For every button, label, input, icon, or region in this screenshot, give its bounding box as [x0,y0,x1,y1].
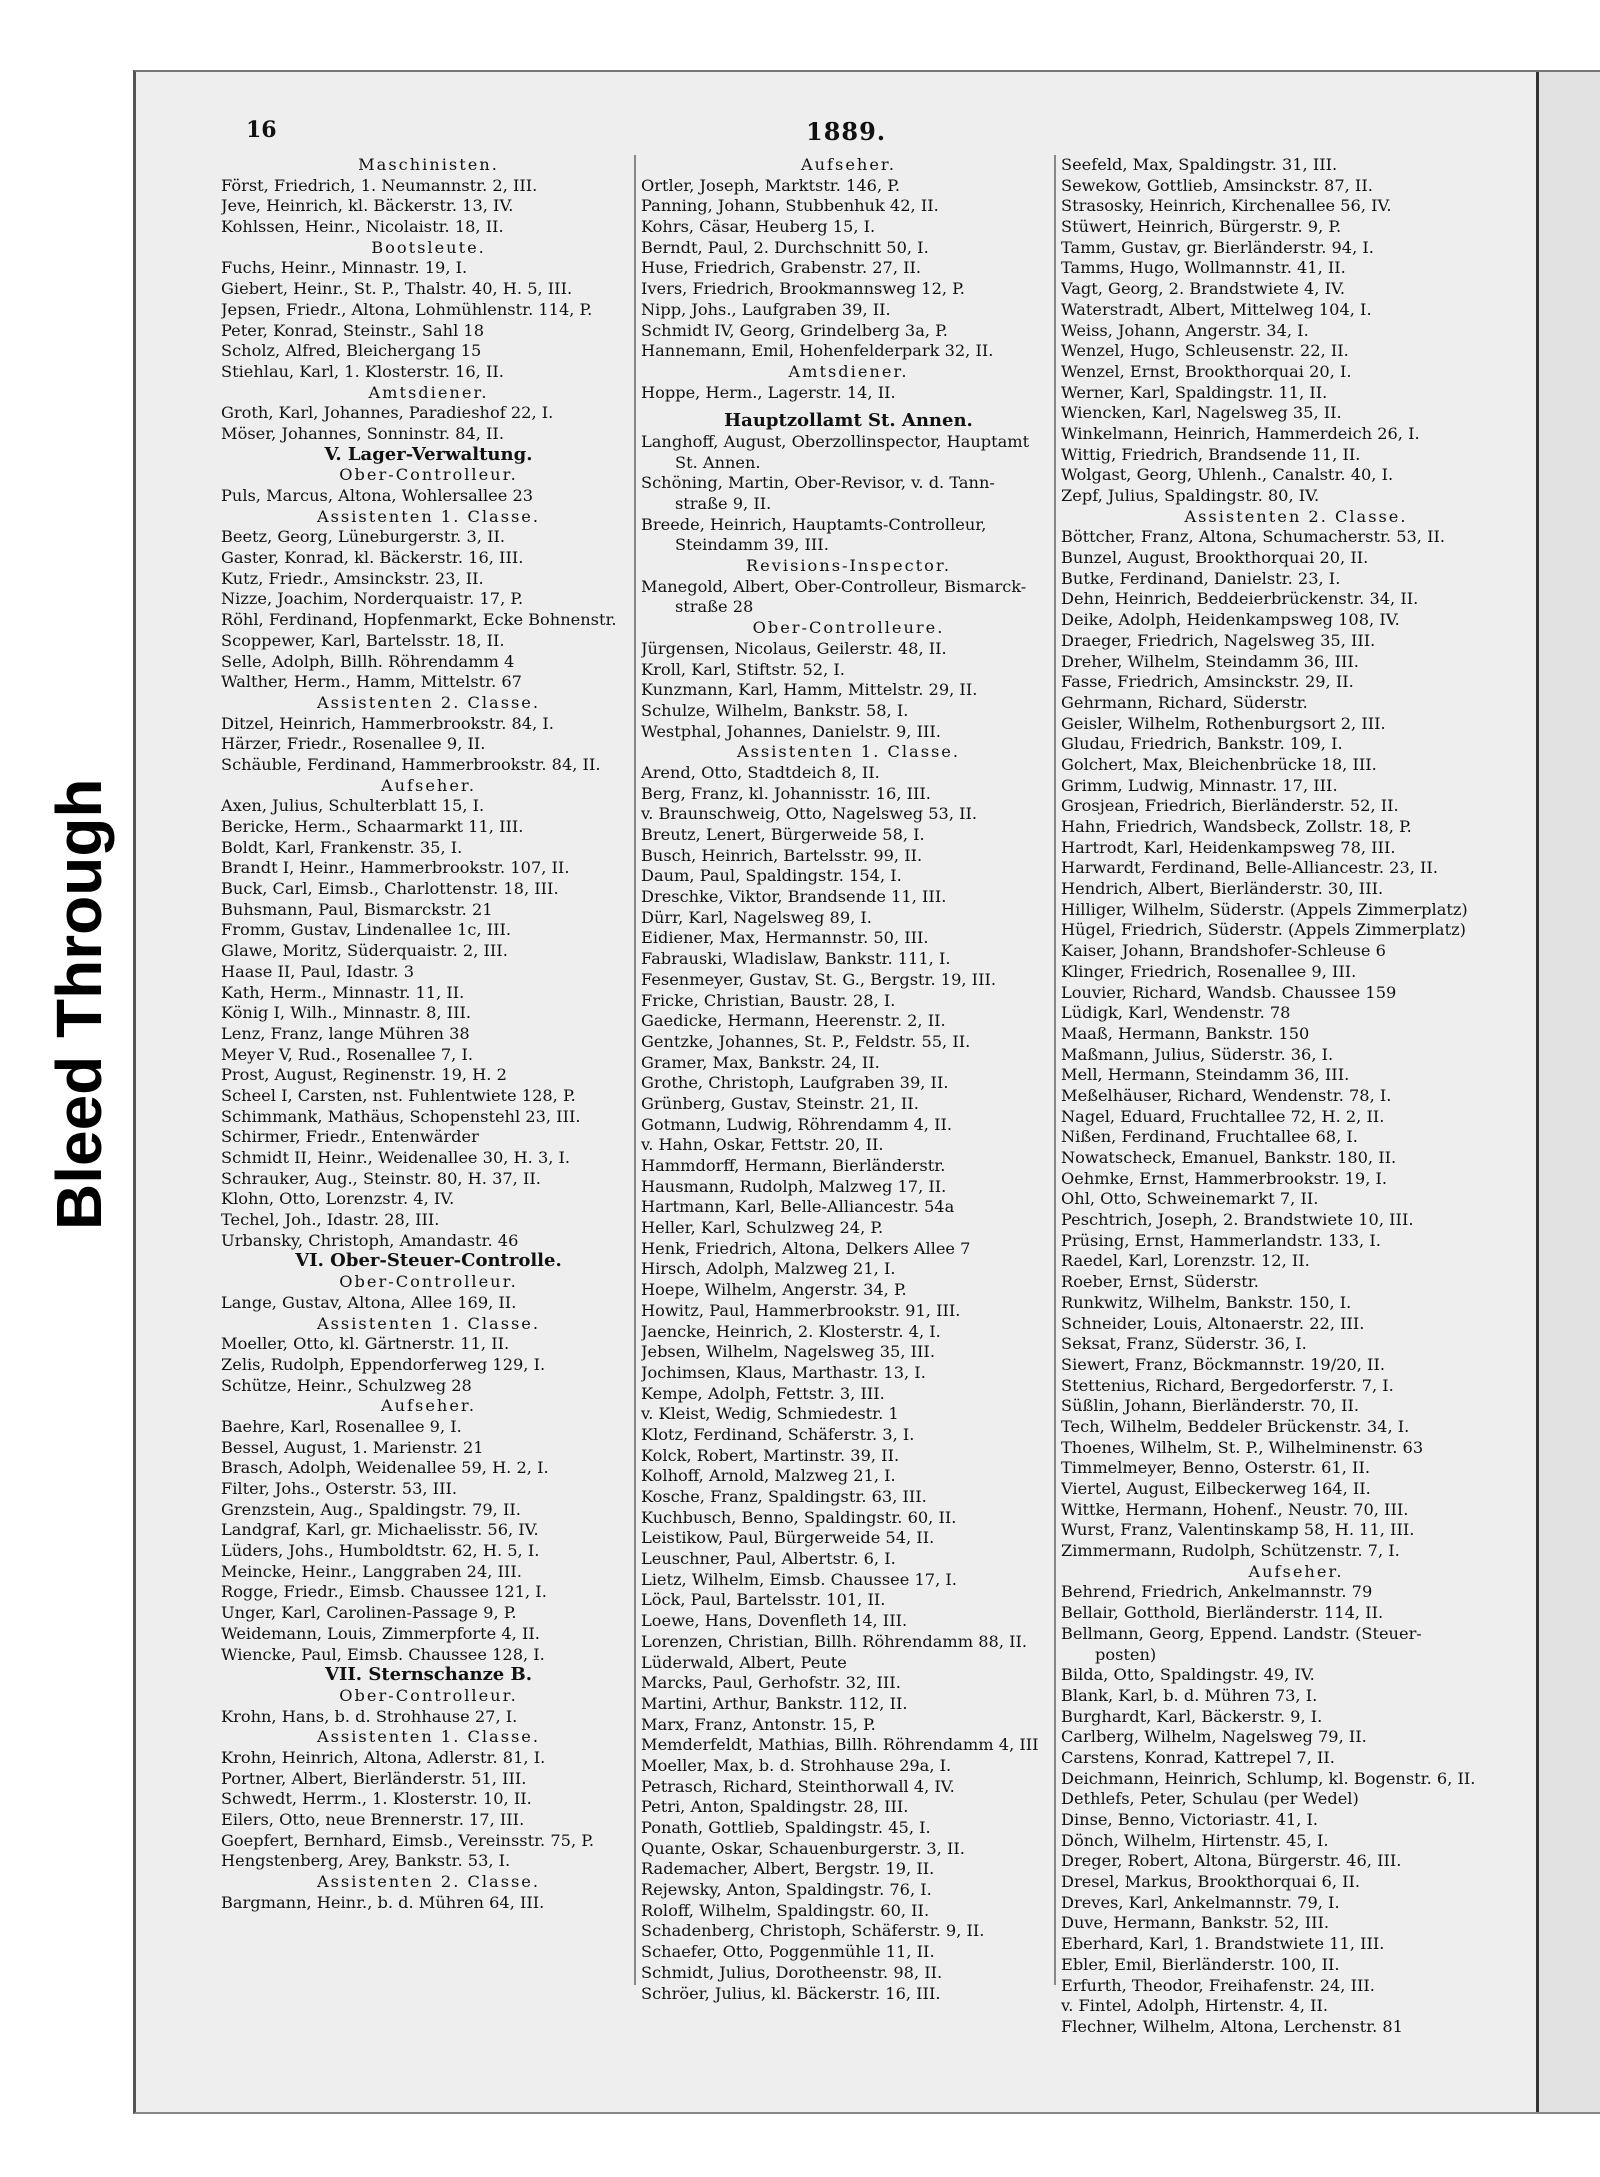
text-column-1 [221,155,636,1913]
directory-entry: Böttcher, Franz, Altona, Schumacherstr. 53, II. [1061,527,1446,547]
section-subheading: Amtsdiener. [788,361,909,381]
directory-entry: Harwardt, Ferdinand, Belle-Alliancestr. 23, II. [1061,858,1438,878]
section-subheading: Aufseher. [380,775,477,795]
directory-entry: Meyer V, Rud., Rosenallee 7, I. [221,1044,474,1064]
directory-entry: Breutz, Lenert, Bürgerweide 58, I. [641,825,925,844]
directory-entry: Klinger, Friedrich, Rosenallee 9, III. [1061,961,1357,981]
directory-entry: Strasosky, Heinrich, Kirchenallee 56, IV. [1061,196,1392,216]
directory-entry: Eberhard, Karl, 1. Brandstwiete 11, III. [1061,1934,1385,1954]
directory-entry: Tech, Wilhelm, Beddeler Brückenstr. 34, I. [1061,1416,1410,1436]
directory-entry: Roeber, Ernst, Süderstr. [1061,1272,1259,1292]
directory-entry: Draeger, Friedrich, Nagelsweg 35, III. [1061,630,1376,650]
directory-entry: Lietz, Wilhelm, Eimsb. Chaussee 17, I. [641,1569,957,1589]
directory-entry: Flechner, Wilhelm, Altona, Lerchenstr. 81 [1061,2016,1403,2036]
directory-entry: Martini, Arthur, Bankstr. 112, II. [641,1693,908,1713]
directory-entry: Schmidt II, Heinr., Weidenallee 30, H. 3, I. [221,1148,571,1167]
directory-entry: Vagt, Georg, 2. Brandstwiete 4, IV. [1061,279,1345,299]
directory-entry: Stettenius, Richard, Bergedorferstr. 7, I. [1061,1375,1394,1395]
directory-entry: Schaefer, Otto, Poggenmühle 11, II. [641,1942,935,1962]
directory-entry: Schütze, Heinr., Schulzweg 28 [221,1375,472,1395]
directory-entry: Hirsch, Adolph, Malzweg 21, I. [641,1259,896,1279]
directory-entry: Wolgast, Georg, Uhlenh., Canalstr. 40, I. [1061,465,1394,485]
directory-entry: Hendrich, Albert, Bierländerstr. 30, III. [1061,879,1384,899]
page-gutter [1536,72,1600,2112]
directory-entry: Seksat, Franz, Süderstr. 36, I. [1061,1334,1307,1354]
directory-entry: Dreves, Karl, Ankelmannstr. 79, I. [1061,1892,1340,1912]
section-subheading: Maschinisten. [358,155,499,174]
directory-entry: Jürgensen, Nicolaus, Geilerstr. 48, II. [641,638,947,658]
directory-entry: Rogge, Friedr., Eimsb. Chaussee 121, I. [221,1582,547,1602]
directory-entry: Carstens, Konrad, Kattrepel 7, II. [1061,1747,1335,1767]
directory-entry: Schimmank, Mathäus, Schopenstehl 23, III. [221,1106,581,1126]
directory-entry: Raedel, Karl, Lorenzstr. 12, II. [1061,1251,1310,1271]
directory-entry: Blank, Karl, b. d. Mühren 73, I. [1061,1685,1318,1705]
directory-entry: St. Annen. [675,452,761,472]
directory-entry: Tamm, Gustav, gr. Bierländerstr. 94, I. [1061,237,1374,257]
directory-entry: Schröer, Julius, kl. Bäckerstr. 16, III. [641,1983,941,2003]
directory-entry: Scheel I, Carsten, nst. Fuhlentwiete 128, P. [221,1085,576,1105]
directory-entry: Grenzstein, Aug., Spaldingstr. 79, II. [221,1499,521,1519]
section-subheading: Ober-Controlleur. [339,1685,518,1705]
directory-entry: Fricke, Christian, Baustr. 28, I. [641,990,896,1010]
directory-entry: Walther, Herm., Hamm, Mittelstr. 67 [221,672,522,692]
directory-entry: Breede, Heinrich, Hauptamts-Controlleur, [641,514,987,534]
directory-entry: Fabrauski, Wladislaw, Bankstr. 111, I. [641,949,951,969]
directory-entry: Schneider, Louis, Altonaerstr. 22, III. [1061,1313,1365,1333]
directory-entry: Marx, Franz, Antonstr. 15, P. [641,1714,876,1734]
directory-entry: Geisler, Wilhelm, Rothenburgsort 2, III. [1061,713,1386,733]
directory-entry: Schmidt, Julius, Dorotheenstr. 98, II. [641,1962,943,1982]
section-heading: VII. Sternschanze B. [324,1665,533,1686]
directory-entry: Meßelhäuser, Richard, Wendenstr. 78, I. [1061,1085,1392,1105]
directory-entry: Rejewsky, Anton, Spaldingstr. 76, I. [641,1880,932,1900]
directory-entry: straße 9, II. [675,494,772,513]
directory-entry: Selle, Adolph, Billh. Röhrendamm 4 [221,651,515,671]
directory-entry: Hartrodt, Karl, Heidenkampsweg 78, III. [1061,837,1396,857]
section-subheading: Aufseher. [1248,1561,1344,1581]
directory-entry: Bericke, Herm., Schaarmarkt 11, III. [221,817,524,836]
directory-entry: v. Braunschweig, Otto, Nagelsweg 53, II. [641,804,978,824]
directory-entry: Lüdigk, Karl, Wendenstr. 78 [1061,1003,1291,1023]
directory-entry: Möser, Johannes, Sonninstr. 84, II. [221,423,504,443]
directory-entry: Panning, Johann, Stubbenhuk 42, II. [641,196,939,216]
section-subheading: Ober-Controlleure. [752,618,945,638]
directory-entry: Portner, Albert, Bierländerstr. 51, III. [221,1768,527,1788]
section-subheading: Revisions-Inspector. [745,556,951,576]
directory-entry: Viertel, August, Eilbeckerweg 164, II. [1061,1479,1371,1498]
directory-entry: Gludau, Friedrich, Bankstr. 109, I. [1061,734,1343,754]
directory-entry: Thoenes, Wilhelm, St. P., Wilhelminenstr. 63 [1061,1437,1424,1457]
directory-entry: Jepsen, Friedr., Altona, Lohmühlenstr. 114, P. [221,299,593,319]
directory-entry: Howitz, Paul, Hammerbrookstr. 91, III. [641,1300,961,1320]
directory-entry: Bessel, August, 1. Marienstr. 21 [221,1437,484,1457]
directory-entry: Grothe, Christoph, Laufgraben 39, II. [641,1073,949,1093]
directory-entry: Butke, Ferdinand, Danielstr. 23, I. [1061,568,1341,588]
text-column-2 [641,155,1056,2004]
directory-entry: Roloff, Wilhelm, Spaldingstr. 60, II. [641,1900,930,1920]
directory-entry: Hügel, Friedrich, Süderstr. (Appels Zimmerplatz) [1061,920,1466,940]
directory-entry: Carlberg, Wilhelm, Nagelsweg 79, II. [1061,1727,1367,1747]
directory-entry: Lenz, Franz, lange Mühren 38 [221,1023,470,1043]
directory-entry: Fuchs, Heinr., Minnastr. 19, I. [221,258,468,278]
directory-entry: Ponath, Gottlieb, Spaldingstr. 45, I. [641,1818,931,1837]
directory-entry: Groth, Karl, Johannes, Paradieshof 22, I. [221,403,554,423]
directory-entry: Deike, Adolph, Heidenkampsweg 108, IV. [1061,610,1400,630]
directory-entry: Bellmann, Georg, Eppend. Landstr. (Steuer- [1061,1623,1422,1643]
directory-entry: Peter, Konrad, Steinstr., Sahl 18 [221,320,485,340]
directory-entry: Arend, Otto, Stadtdeich 8, II. [641,762,880,782]
directory-entry: posten) [1095,1644,1157,1664]
directory-entry: Nipp, Johs., Laufgraben 39, II. [641,299,891,319]
directory-entry: Hoppe, Herm., Lagerstr. 14, II. [641,382,896,402]
directory-entry: Lüderwald, Albert, Peute [641,1652,847,1672]
directory-entry: Loewe, Hans, Dovenfleth 14, III. [641,1611,908,1631]
directory-entry: Gotmann, Ludwig, Röhrendamm 4, II. [641,1114,953,1134]
directory-entry: Wenzel, Ernst, Brookthorquai 20, I. [1061,361,1352,381]
directory-entry: Grosjean, Friedrich, Bierländerstr. 52, II. [1061,796,1399,816]
directory-entry: Ditzel, Heinrich, Hammerbrookstr. 84, I. [221,713,554,733]
directory-entry: Berg, Franz, kl. Johannisstr. 16, III. [641,783,931,803]
directory-entry: Hengstenberg, Arey, Bankstr. 53, I. [221,1851,511,1871]
directory-entry: Giebert, Heinr., St. P., Thalstr. 40, H. 5, III. [221,279,573,299]
directory-entry: Hilliger, Wilhelm, Süderstr. (Appels Zimmerplatz) [1061,899,1468,919]
directory-entry: Grimm, Ludwig, Minnastr. 17, III. [1061,775,1338,795]
directory-entry: Louvier, Richard, Wandsb. Chaussee 159 [1061,982,1397,1002]
text-column-3 [1061,155,1531,2038]
directory-entry: Petrasch, Richard, Steinthorwall 4, IV. [641,1776,955,1796]
directory-entry: Duve, Hermann, Bankstr. 52, III. [1061,1913,1330,1933]
directory-entry: Jaencke, Heinrich, 2. Klosterstr. 4, I. [641,1321,941,1341]
directory-entry: Gaster, Konrad, kl. Bäckerstr. 16, III. [221,548,524,568]
directory-entry: Henk, Friedrich, Altona, Delkers Allee 7 [641,1238,971,1258]
directory-entry: Gehrmann, Richard, Süderstr. [1061,692,1308,712]
directory-entry: Deichmann, Heinrich, Schlump, kl. Bogenstr. 6, II. [1061,1768,1476,1788]
directory-entry: Steindamm 39, III. [675,535,829,555]
directory-entry: Marcks, Paul, Gerhofstr. 32, III. [641,1673,901,1693]
directory-entry: Klotz, Ferdinand, Schäferstr. 3, I. [641,1424,915,1444]
directory-entry: Erfurth, Theodor, Freihafenstr. 24, III. [1061,1975,1375,1995]
directory-entry: Moeller, Otto, kl. Gärtnerstr. 11, II. [221,1334,510,1354]
directory-entry: Heller, Karl, Schulzweg 24, P. [641,1218,884,1238]
directory-entry: Leistikow, Paul, Bürgerweide 54, II. [641,1528,935,1548]
section-subheading: Ober-Controlleur. [339,1272,518,1292]
directory-entry: Härzer, Friedr., Rosenallee 9, II. [221,734,486,754]
directory-entry: Ortler, Joseph, Marktstr. 146, P. [641,175,901,195]
directory-entry: Golchert, Max, Bleichenbrücke 18, III. [1061,754,1377,774]
directory-entry: Berndt, Paul, 2. Durchschnitt 50, I. [641,237,929,257]
directory-entry: Hartmann, Karl, Belle-Alliancestr. 54a [641,1197,955,1217]
directory-entry: Kosche, Franz, Spaldingstr. 63, III. [641,1487,927,1506]
directory-entry: Goepfert, Bernhard, Eimsb., Vereinsstr. 75, P. [221,1830,594,1850]
directory-entry: Boldt, Karl, Frankenstr. 35, I. [221,837,463,857]
directory-entry: Lüders, Johs., Humboldtstr. 62, H. 5, I. [221,1541,540,1561]
directory-entry: Brandt I, Heinr., Hammerbrookstr. 107, II. [221,858,570,878]
directory-entry: Urbansky, Christoph, Amandastr. 46 [221,1230,519,1250]
directory-entry: straße 28 [675,597,754,617]
directory-entry: Hahn, Friedrich, Wandsbeck, Zollstr. 18, P. [1061,817,1412,836]
directory-entry: Filter, Johs., Osterstr. 53, III. [221,1479,458,1498]
directory-entry: Stüwert, Heinrich, Bürgerstr. 9, P. [1061,217,1342,237]
directory-entry: Wiencken, Karl, Nagelsweg 35, II. [1061,403,1342,423]
directory-entry: Runkwitz, Wilhelm, Bankstr. 150, I. [1061,1292,1352,1312]
directory-entry: Kohlssen, Heinr., Nicolaistr. 18, II. [221,217,504,237]
directory-entry: Lange, Gustav, Altona, Allee 169, II. [221,1292,517,1312]
directory-entry: Scholz, Alfred, Bleichergang 15 [221,341,482,361]
directory-entry: Siewert, Franz, Böckmannstr. 19/20, II. [1061,1354,1385,1374]
directory-entry: Hausmann, Rudolph, Malzweg 17, II. [641,1176,947,1196]
directory-entry: Glawe, Moritz, Süderquaistr. 2, III. [221,941,508,961]
directory-entry: Ivers, Friedrich, Brookmannsweg 12, P. [641,279,965,299]
directory-entry: Kutz, Friedr., Amsinckstr. 23, II. [221,568,484,588]
directory-entry: Lorenzen, Christian, Billh. Röhrendamm 88, II. [641,1631,1028,1651]
section-heading: V. Lager-Verwaltung. [324,444,533,465]
directory-entry: Nowatscheck, Emanuel, Bankstr. 180, II. [1061,1148,1397,1167]
directory-entry: Stiehlau, Karl, 1. Klosterstr. 16, II. [221,361,504,381]
directory-entry: Eilers, Otto, neue Brennerstr. 17, III. [221,1810,525,1829]
directory-entry: Timmelmeyer, Benno, Osterstr. 61, II. [1061,1458,1370,1478]
directory-entry: Maßmann, Julius, Süderstr. 36, I. [1061,1044,1334,1064]
directory-entry: Nißen, Ferdinand, Fruchtallee 68, I. [1061,1127,1358,1147]
directory-entry: Schrauker, Aug., Steinstr. 80, H. 37, II. [221,1168,541,1188]
directory-entry: Werner, Karl, Spaldingstr. 11, II. [1061,382,1328,402]
directory-entry: Grünberg, Gustav, Steinstr. 21, II. [641,1093,919,1113]
directory-entry: Beetz, Georg, Lüneburgerstr. 3, II. [221,527,505,547]
directory-entry: Unger, Karl, Carolinen-Passage 9, P. [221,1603,517,1623]
directory-entry: Dresel, Markus, Brookthorquai 6, II. [1061,1872,1361,1892]
directory-entry: Weiss, Johann, Angerstr. 34, I. [1061,320,1309,340]
directory-entry: Dehn, Heinrich, Beddeierbrückenstr. 34, II. [1061,589,1419,609]
directory-entry: Dönch, Wilhelm, Hirtenstr. 45, I. [1061,1830,1329,1850]
directory-entry: Langhoff, August, Oberzollinspector, Hauptamt [641,431,1030,451]
directory-entry: Leuschner, Paul, Albertstr. 6, I. [641,1549,896,1569]
directory-entry: Fasse, Friedrich, Amsinckstr. 29, II. [1061,672,1354,692]
directory-entry: Haase II, Paul, Idastr. 3 [221,961,415,981]
directory-entry: Kaiser, Johann, Brandshofer-Schleuse 6 [1061,941,1386,961]
section-subheading: Assistenten 1. Classe. [316,506,541,526]
directory-entry: Quante, Oskar, Schauenburgerstr. 3, II. [641,1838,965,1858]
directory-entry: Sewekow, Gottlieb, Amsinckstr. 87, II. [1061,175,1373,195]
directory-entry: Brasch, Adolph, Weidenallee 59, H. 2, I. [221,1458,549,1478]
directory-entry: Schöning, Martin, Ober-Revisor, v. d. Tann- [641,473,995,493]
directory-entry: Westphal, Johannes, Danielstr. 9, III. [641,721,941,741]
directory-entry: Seefeld, Max, Spaldingstr. 31, III. [1061,155,1338,174]
directory-entry: Krohn, Heinrich, Altona, Adlerstr. 81, I. [221,1747,546,1767]
directory-entry: Techel, Joh., Idastr. 28, III. [221,1210,440,1230]
page-number: 16 [246,117,277,143]
directory-entry: Gentzke, Johannes, St. P., Feldstr. 55, II. [641,1031,971,1051]
directory-entry: v. Fintel, Adolph, Hirtenstr. 4, II. [1061,1996,1329,2016]
directory-entry: Klohn, Otto, Lorenzstr. 4, IV. [221,1189,455,1209]
directory-entry: Eidiener, Max, Hermannstr. 50, III. [641,928,929,948]
directory-entry: König I, Wilh., Minnastr. 8, III. [221,1003,472,1023]
section-subheading: Bootsleute. [371,237,486,257]
directory-entry: Memderfeldt, Mathias, Billh. Röhrendamm 4, III [641,1735,1039,1755]
directory-entry: Weidemann, Louis, Zimmerpforte 4, II. [221,1623,540,1643]
directory-entry: Wenzel, Hugo, Schleusenstr. 22, II. [1061,341,1349,361]
directory-entry: Wittig, Friedrich, Brandsende 11, II. [1061,444,1361,464]
section-subheading: Amtsdiener. [368,382,489,402]
directory-entry: Wittke, Hermann, Hohenf., Neustr. 70, III. [1061,1499,1409,1519]
directory-entry: Axen, Julius, Schulterblatt 15, I. [221,796,485,816]
directory-entry: Dreschke, Viktor, Brandsende 11, III. [641,887,947,907]
directory-entry: Mell, Hermann, Steindamm 36, III. [1061,1065,1350,1085]
directory-entry: Puls, Marcus, Altona, Wohlersallee 23 [221,486,534,505]
directory-entry: Dürr, Karl, Nagelsweg 89, I. [641,907,872,927]
directory-entry: Ebler, Emil, Bierländerstr. 100, II. [1061,1954,1340,1974]
directory-entry: Nagel, Eduard, Fruchtallee 72, H. 2, II. [1061,1106,1385,1126]
directory-entry: Ohl, Otto, Schweinemarkt 7, II. [1061,1189,1319,1209]
directory-entry: Meincke, Heinr., Langgraben 24, III. [221,1561,522,1581]
directory-entry: Kuchbusch, Benno, Spaldingstr. 60, II. [641,1507,957,1527]
directory-entry: Maaß, Hermann, Bankstr. 150 [1061,1023,1310,1043]
directory-entry: Kroll, Karl, Stiftstr. 52, I. [641,659,845,679]
section-subheading: Assistenten 1. Classe. [316,1313,541,1333]
directory-entry: Gaedicke, Hermann, Heerenstr. 2, II. [641,1011,946,1031]
directory-entry: Löck, Paul, Bartelsstr. 101, II. [641,1590,886,1610]
section-subheading: Assistenten 2. Classe. [1184,506,1408,526]
directory-entry: Wiencke, Paul, Eimsb. Chaussee 128, I. [221,1644,545,1664]
directory-entry: Krohn, Hans, b. d. Strohhause 27, I. [221,1706,518,1726]
directory-entry: v. Kleist, Wedig, Schmiedestr. 1 [641,1404,899,1424]
directory-entry: Zepf, Julius, Spaldingstr. 80, IV. [1061,486,1320,505]
section-subheading: Ober-Controlleur. [339,465,518,485]
directory-entry: Kolhoff, Arnold, Malzweg 21, I. [641,1466,896,1486]
directory-entry: Kunzmann, Karl, Hamm, Mittelstr. 29, II. [641,680,978,700]
directory-entry: Bunzel, August, Brookthorquai 20, II. [1061,548,1369,568]
directory-entry: Zimmermann, Rudolph, Schützenstr. 7, I. [1061,1541,1400,1561]
section-heading: VI. Ober-Steuer-Controlle. [295,1251,562,1272]
directory-entry: Süßlin, Johann, Bierländerstr. 70, II. [1061,1396,1360,1416]
directory-entry: Behrend, Friedrich, Ankelmannstr. 79 [1061,1582,1373,1602]
section-subheading: Assistenten 1. Classe. [316,1727,541,1747]
directory-entry: Dinse, Benno, Victoriastr. 41, I. [1061,1810,1319,1829]
directory-entry: Dethlefs, Peter, Schulau (per Wedel) [1061,1789,1359,1809]
directory-entry: Schmidt IV, Georg, Grindelberg 3a, P. [641,320,948,340]
directory-entry: Rademacher, Albert, Bergstr. 19, II. [641,1859,935,1879]
directory-entry: Baehre, Karl, Rosenallee 9, I. [221,1416,462,1436]
directory-entry: v. Hahn, Oskar, Fettstr. 20, II. [641,1135,884,1155]
directory-entry: Kolck, Robert, Martinstr. 39, II. [641,1445,900,1465]
page-year: 1889. [806,117,887,146]
directory-entry: Gramer, Max, Bankstr. 24, II. [641,1052,880,1072]
directory-entry: Fesenmeyer, Gustav, St. G., Bergstr. 19, III. [641,969,997,989]
directory-entry: Buck, Carl, Eimsb., Charlottenstr. 18, III. [221,879,559,899]
section-subheading: Assistenten 1. Classe. [736,742,961,762]
directory-entry: Peschtrich, Joseph, 2. Brandstwiete 10, III. [1061,1210,1414,1230]
directory-entry: Moeller, Max, b. d. Strohhause 29a, I. [641,1755,952,1775]
spacer [641,403,1056,411]
section-heading: Hauptzollamt St. Annen. [724,411,973,432]
directory-entry: Kohrs, Cäsar, Heuberg 15, I. [641,217,876,237]
directory-entry: Kempe, Adolph, Fettstr. 3, III. [641,1383,885,1403]
directory-entry: Hammdorff, Hermann, Bierländerstr. [641,1156,946,1175]
directory-entry: Hannemann, Emil, Hohenfelderpark 32, II. [641,341,994,361]
directory-entry: Hoepe, Wilhelm, Angerstr. 34, P. [641,1280,907,1300]
directory-entry: Oehmke, Ernst, Hammerbrookstr. 19, I. [1061,1168,1388,1188]
directory-entry: Prüsing, Ernst, Hammerlandstr. 133, I. [1061,1230,1381,1250]
directory-entry: Schäuble, Ferdinand, Hammerbrookstr. 84, II. [221,754,601,774]
directory-entry: Nizze, Joachim, Norderquaistr. 17, P. [221,589,524,609]
directory-entry: Jochimsen, Klaus, Marthastr. 13, I. [641,1362,926,1382]
directory-entry: Dreher, Wilhelm, Steindamm 36, III. [1061,651,1359,671]
directory-entry: Jeve, Heinrich, kl. Bäckerstr. 13, IV. [221,196,514,216]
section-subheading: Aufseher. [380,1396,477,1416]
directory-entry: Huse, Friedrich, Grabenstr. 27, II. [641,258,922,278]
directory-entry: Röhl, Ferdinand, Hopfenmarkt, Ecke Bohnenstr. [221,610,617,630]
bleed-through-label: Bleed Through [43,778,115,1230]
directory-entry: Daum, Paul, Spaldingstr. 154, I. [641,866,902,886]
directory-entry: Schwedt, Herrm., 1. Klosterstr. 10, II. [221,1789,532,1809]
directory-entry: Manegold, Albert, Ober-Controlleur, Bismarck- [641,576,1027,596]
directory-entry: Dreger, Robert, Altona, Bürgerstr. 46, III. [1061,1851,1402,1871]
directory-entry: Fromm, Gustav, Lindenallee 1c, III. [221,920,512,940]
directory-entry: Burghardt, Karl, Bäckerstr. 9, I. [1061,1706,1323,1726]
section-subheading: Assistenten 2. Classe. [316,1872,541,1892]
directory-entry: Busch, Heinrich, Bartelsstr. 99, II. [641,845,923,865]
directory-entry: Först, Friedrich, 1. Neumannstr. 2, III. [221,175,538,195]
directory-entry: Scoppewer, Karl, Bartelsstr. 18, II. [221,630,505,650]
directory-entry: Prost, August, Reginenstr. 19, H. 2 [221,1065,507,1085]
directory-entry: Bargmann, Heinr., b. d. Mühren 64, III. [221,1892,545,1912]
directory-entry: Winkelmann, Heinrich, Hammerdeich 26, I. [1061,423,1420,443]
directory-entry: Tamms, Hugo, Wollmannstr. 41, II. [1061,258,1346,278]
directory-entry: Schulze, Wilhelm, Bankstr. 58, I. [641,700,909,720]
section-subheading: Assistenten 2. Classe. [316,692,541,712]
directory-entry: Zelis, Rudolph, Eppendorferweg 129, I. [221,1354,546,1374]
directory-entry: Landgraf, Karl, gr. Michaelisstr. 56, IV. [221,1520,539,1540]
section-subheading: Aufseher. [800,155,897,174]
directory-entry: Bellair, Gotthold, Bierländerstr. 114, II. [1061,1603,1384,1623]
directory-entry: Waterstradt, Albert, Mittelweg 104, I. [1061,299,1372,319]
directory-entry: Schadenberg, Christoph, Schäferstr. 9, II. [641,1921,985,1941]
directory-entry: Bilda, Otto, Spaldingstr. 49, IV. [1061,1665,1315,1685]
directory-entry: Wurst, Franz, Valentinskamp 58, H. 11, III. [1061,1520,1415,1540]
directory-entry: Buhsmann, Paul, Bismarckstr. 21 [221,899,493,919]
scanned-page [133,70,1600,2114]
directory-entry: Schirmer, Friedr., Entenwärder [221,1127,479,1147]
directory-entry: Petri, Anton, Spaldingstr. 28, III. [641,1797,909,1817]
directory-entry: Kath, Herm., Minnastr. 11, II. [221,982,465,1002]
directory-entry: Jebsen, Wilhelm, Nagelsweg 35, III. [641,1342,935,1362]
